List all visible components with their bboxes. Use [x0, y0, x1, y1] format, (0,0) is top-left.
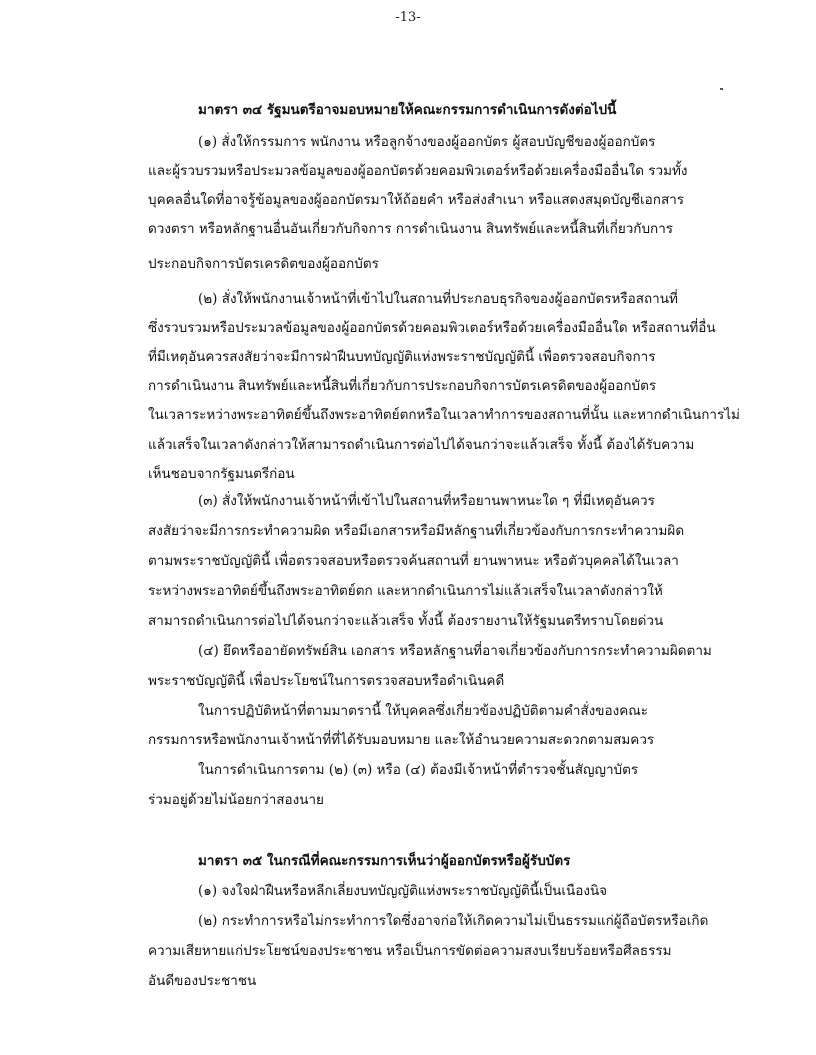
section-34-item-3-line: ตามพระราชบัญญัตินี้ เพื่อตรวจสอบหรือตรวจค้นสถานที่ ยานพาหนะ หรือตัวบุคคลได้ในเวลา: [148, 553, 679, 569]
scan-speck: [720, 88, 723, 90]
section-34-paragraph-2-line: ร่วมอยู่ด้วยไม่น้อยกว่าสองนาย: [148, 792, 324, 808]
section-34-item-4-line: (๔) ยึดหรืออายัดทรัพย์สิน เอกสาร หรือหลักฐานที่อาจเกี่ยวข้องกับการกระทำความผิดตาม: [198, 643, 712, 659]
section-34-item-2-line: ในเวลาระหว่างพระอาทิตย์ขึ้นถึงพระอาทิตย์ตกหรือในเวลาทำการของสถานที่นั้น และหากดำเนินการไม่: [148, 407, 740, 423]
section-35-item-2-line: ความเสียหายแก่ประโยชน์ของประชาชน หรือเป็นการขัดต่อความสงบเรียบร้อยหรือศีลธรรม: [148, 943, 672, 959]
section-35-item-2-line: อันดีของประชาชน: [148, 973, 257, 989]
page-number: -13-: [395, 10, 421, 25]
section-34-item-2-line: ซึ่งรวบรวมหรือประมวลข้อมูลของผู้ออกบัตรด้วยคอมพิวเตอร์หรือด้วยเครื่องมืออื่นใด หรือสถานที่อื่น: [148, 320, 716, 336]
section-34-heading: มาตรา ๓๔ รัฐมนตรีอาจมอบหมายให้คณะกรรมการดำเนินการดังต่อไปนี้: [198, 102, 617, 118]
section-34-item-1-line: (๑) สั่งให้กรรมการ พนักงาน หรือลูกจ้างของผู้ออกบัตร ผู้สอบบัญชีของผู้ออกบัตร: [198, 134, 656, 150]
section-35-item-2-line: (๒) กระทำการหรือไม่กระทำการใดซึ่งอาจก่อให้เกิดความไม่เป็นธรรมแก่ผู้ถือบัตรหรือเกิด: [198, 913, 709, 929]
section-34-item-2-line: (๒) สั่งให้พนักงานเจ้าหน้าที่เข้าไปในสถานที่ประกอบธุรกิจของผู้ออกบัตรหรือสถานที่: [198, 291, 678, 307]
section-34-paragraph-1-line: ในการปฏิบัติหน้าที่ตามมาตรานี้ ให้บุคคลซึ่งเกี่ยวข้องปฏิบัติตามคำสั่งของคณะ: [198, 703, 648, 719]
section-35-heading: มาตรา ๓๕ ในกรณีที่คณะกรรมการเห็นว่าผู้ออกบัตรหรือผู้รับบัตร: [198, 853, 571, 869]
section-34-item-1-line: และผู้รวบรวมหรือประมวลข้อมูลของผู้ออกบัตรด้วยคอมพิวเตอร์หรือด้วยเครื่องมืออื่นใด รวมทั้ง: [148, 163, 688, 179]
section-34-paragraph-2-line: ในการดำเนินการตาม (๒) (๓) หรือ (๔) ต้องมีเจ้าหน้าที่ตำรวจชั้นสัญญาบัตร: [198, 762, 639, 778]
section-34-item-2-line: แล้วเสร็จในเวลาดังกล่าวให้สามารถดำเนินการต่อไปได้จนกว่าจะแล้วเสร็จ ทั้งนี้ ต้องได้รับความ: [148, 437, 695, 453]
section-34-item-3-line: สามารถดำเนินการต่อไปได้จนกว่าจะแล้วเสร็จ ทั้งนี้ ต้องรายงานให้รัฐมนตรีทราบโดยด่วน: [148, 613, 664, 629]
section-34-item-2-line: เห็นชอบจากรัฐมนตรีก่อน: [148, 466, 295, 482]
section-34-item-4-line: พระราชบัญญัตินี้ เพื่อประโยชน์ในการตรวจสอบหรือดำเนินคดี: [148, 673, 505, 689]
section-34-item-3-line: (๓) สั่งให้พนักงานเจ้าหน้าที่เข้าไปในสถานที่หรือยานพาหนะใด ๆ ที่มีเหตุอันควร: [198, 493, 655, 509]
section-34-item-1-line: ดวงตรา หรือหลักฐานอื่นอันเกี่ยวกับกิจการ การดำเนินงาน สินทรัพย์และหนี้สินที่เกี่ยวกับการ: [148, 221, 674, 237]
section-35-item-1-line: (๑) จงใจฝ่าฝืนหรือหลีกเลี่ยงบทบัญญัติแห่งพระราชบัญญัตินี้เป็นเนืองนิจ: [198, 883, 608, 899]
section-34-item-2-line: ที่มีเหตุอันควรสงสัยว่าจะมีการฝ่าฝืนบทบัญญัติแห่งพระราชบัญญัตินี้ เพื่อตรวจสอบกิจการ: [148, 349, 656, 365]
section-34-item-1-line: ประกอบกิจการบัตรเครดิตของผู้ออกบัตร: [148, 256, 379, 272]
section-34-item-1-line: บุคคลอื่นใดที่อาจรู้ข้อมูลของผู้ออกบัตรมาให้ถ้อยคำ หรือส่งสำเนา หรือแสดงสมุดบัญชีเอกสาร: [148, 192, 685, 208]
section-34-item-3-line: ระหว่างพระอาทิตย์ขึ้นถึงพระอาทิตย์ตก และหากดำเนินการไม่แล้วเสร็จในเวลาดังกล่าวให้: [148, 583, 663, 599]
section-34-item-2-line: การดำเนินงาน สินทรัพย์และหนี้สินที่เกี่ยวกับการประกอบกิจการบัตรเครดิตของผู้ออกบัตร: [148, 378, 657, 394]
section-34-paragraph-1-line: กรรมการหรือพนักงานเจ้าหน้าที่ที่ได้รับมอบหมาย และให้อำนวยความสะดวกตามสมควร: [148, 732, 655, 748]
section-34-item-3-line: สงสัยว่าจะมีการกระทำความผิด หรือมีเอกสารหรือมีหลักฐานที่เกี่ยวข้องกับการกระทำความผิด: [148, 523, 685, 539]
